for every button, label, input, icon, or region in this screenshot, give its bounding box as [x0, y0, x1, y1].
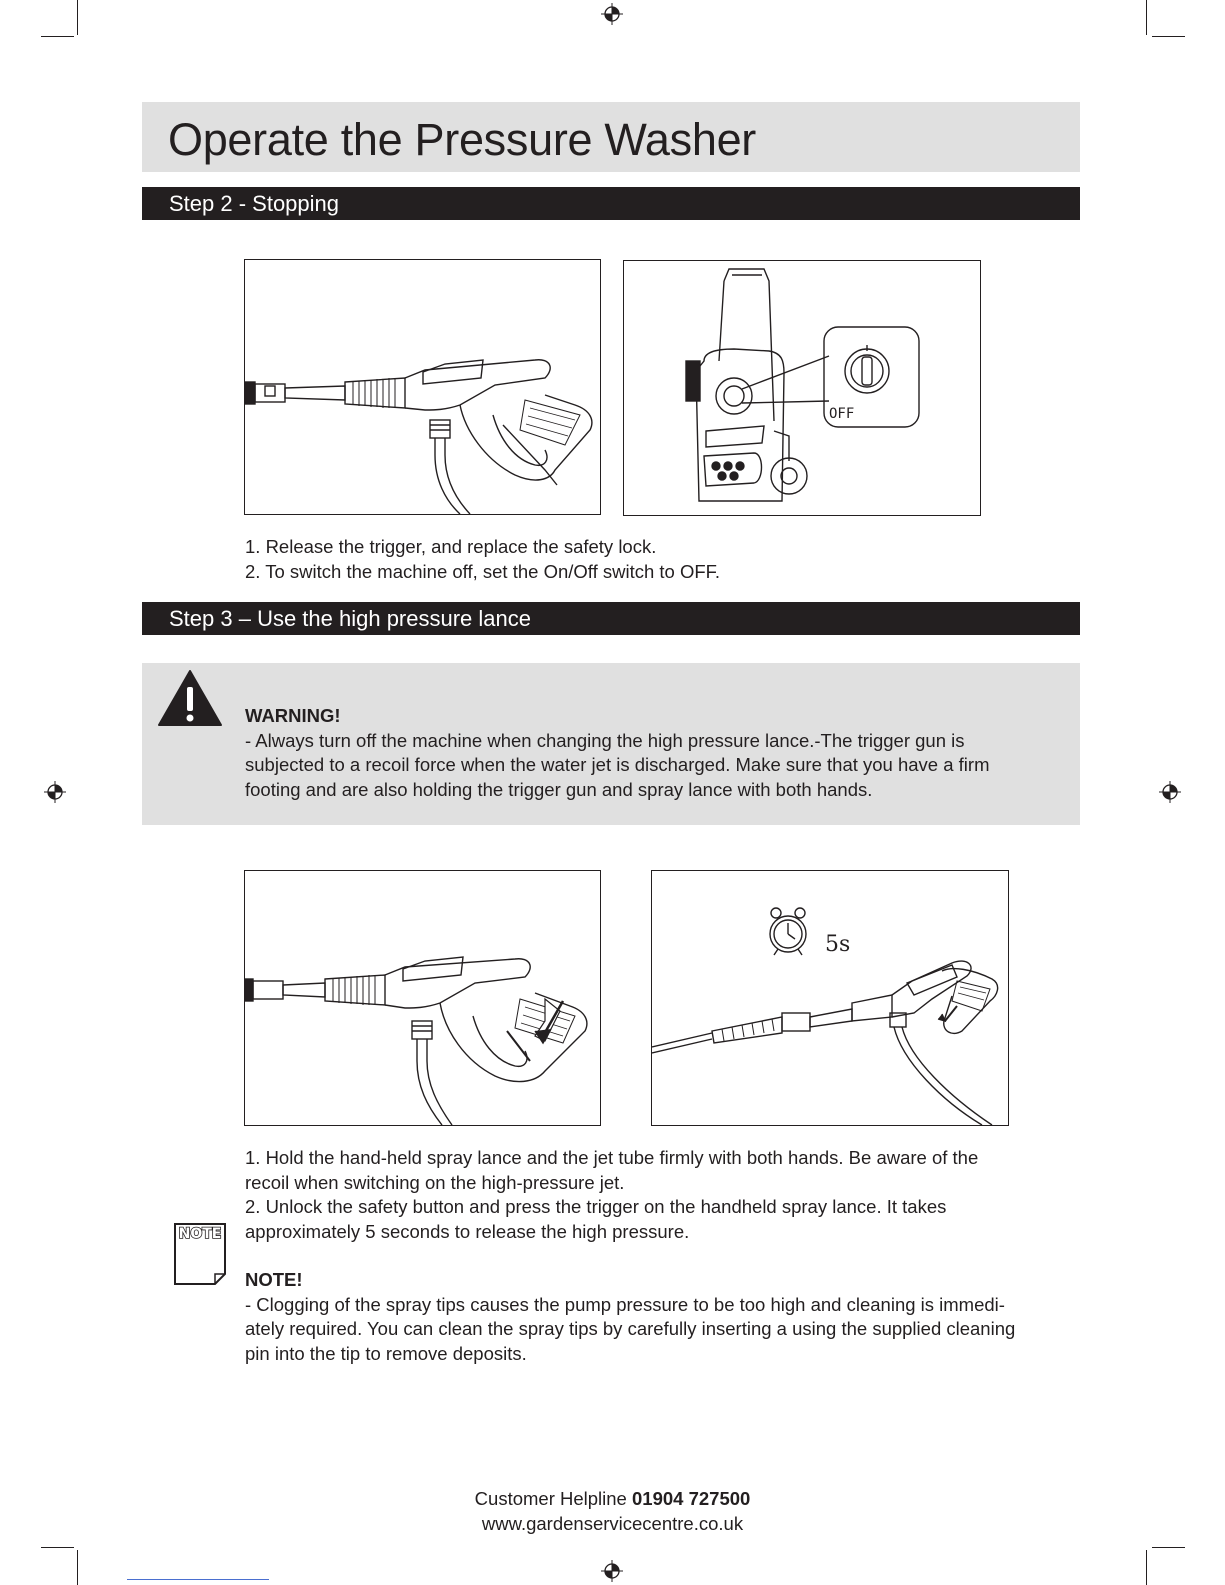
note-icon-label: NOTE — [178, 1226, 222, 1242]
switch-off-label: OFF — [829, 406, 855, 422]
figure-unlock-safety — [244, 870, 601, 1126]
bottom-link-underline — [127, 1579, 269, 1580]
page-title: Operate the Pressure Washer — [168, 114, 756, 165]
note-line: - Clogging of the spray tips causes the pump pressure to be too high and cleaning is immedi- — [245, 1293, 1005, 1315]
step2-instructions — [245, 535, 1045, 584]
crop-mark — [41, 1547, 74, 1548]
helpline-number: 01904 727500 — [632, 1488, 751, 1509]
timer-label: 5s — [825, 932, 851, 957]
warning-triangle-icon — [157, 669, 223, 727]
spray-lance-timer-illustration — [652, 871, 1008, 1125]
warning-title: WARNING! — [245, 705, 341, 726]
note-title: NOTE! — [245, 1269, 303, 1290]
helpline-label: Customer Helpline — [474, 1488, 627, 1509]
step3-heading: Step 3 – Use the high pressure lance — [169, 606, 532, 631]
crop-mark — [1152, 36, 1185, 37]
crop-mark — [1152, 1547, 1185, 1548]
trigger-gun-illustration — [245, 260, 600, 514]
note-line: pin into the tip to remove deposits. — [245, 1342, 527, 1364]
registration-mark-icon — [601, 3, 623, 25]
crop-mark — [1146, 1550, 1147, 1585]
pressure-washer-illustration — [624, 261, 980, 515]
warning-line: footing and are also holding the trigger gun and spray lance with both hands. — [245, 778, 873, 800]
note-line: ately required. You can clean the spray tips by carefully inserting a using the supplied cleaning — [245, 1318, 1016, 1339]
instruction-line: 1. Release the trigger, and replace the safety lock. — [245, 536, 657, 557]
note-icon — [173, 1222, 227, 1286]
warning-panel — [142, 663, 1080, 825]
registration-mark-icon — [601, 1560, 623, 1582]
warning-line: subjected to a recoil force when the water jet is discharged. Make sure that you have a firm — [245, 754, 990, 775]
website-link[interactable]: www.gardenservicecentre.co.uk — [481, 1513, 744, 1534]
figure-trigger-release — [244, 259, 601, 515]
step2-heading: Step 2 - Stopping — [169, 191, 340, 216]
instruction-line: 2. Unlock the safety button and press the trigger on the handheld spray lance. It takes — [245, 1196, 947, 1217]
trigger-gun-unlock-illustration — [245, 871, 600, 1125]
registration-mark-icon — [1159, 781, 1181, 803]
instruction-line: approximately 5 seconds to release the high pressure. — [245, 1220, 690, 1242]
crop-mark — [77, 1550, 78, 1585]
page-title-banner — [142, 102, 1080, 172]
step2-heading-bar — [142, 187, 1080, 220]
instruction-line: recoil when switching on the high-pressure jet. — [245, 1171, 625, 1193]
footer-website[interactable] — [0, 1513, 1225, 1535]
instruction-line: 1. Hold the hand-held spray lance and the jet tube firmly with both hands. Be aware of the — [245, 1147, 979, 1168]
step3-heading-bar — [142, 602, 1080, 635]
instruction-line: 2. To switch the machine off, set the On/Off switch to OFF. — [245, 560, 721, 582]
note-block — [245, 1268, 1075, 1366]
registration-mark-icon — [44, 781, 66, 803]
figure-release-pressure — [651, 870, 1009, 1126]
figure-machine-off — [623, 260, 981, 516]
crop-mark — [77, 0, 78, 35]
warning-line: - Always turn off the machine when changing the high pressure lance.-The trigger gun is — [245, 729, 965, 751]
footer-helpline — [0, 1488, 1225, 1510]
crop-mark — [41, 36, 74, 37]
step3-instructions — [245, 1146, 1075, 1244]
crop-mark — [1146, 0, 1147, 35]
